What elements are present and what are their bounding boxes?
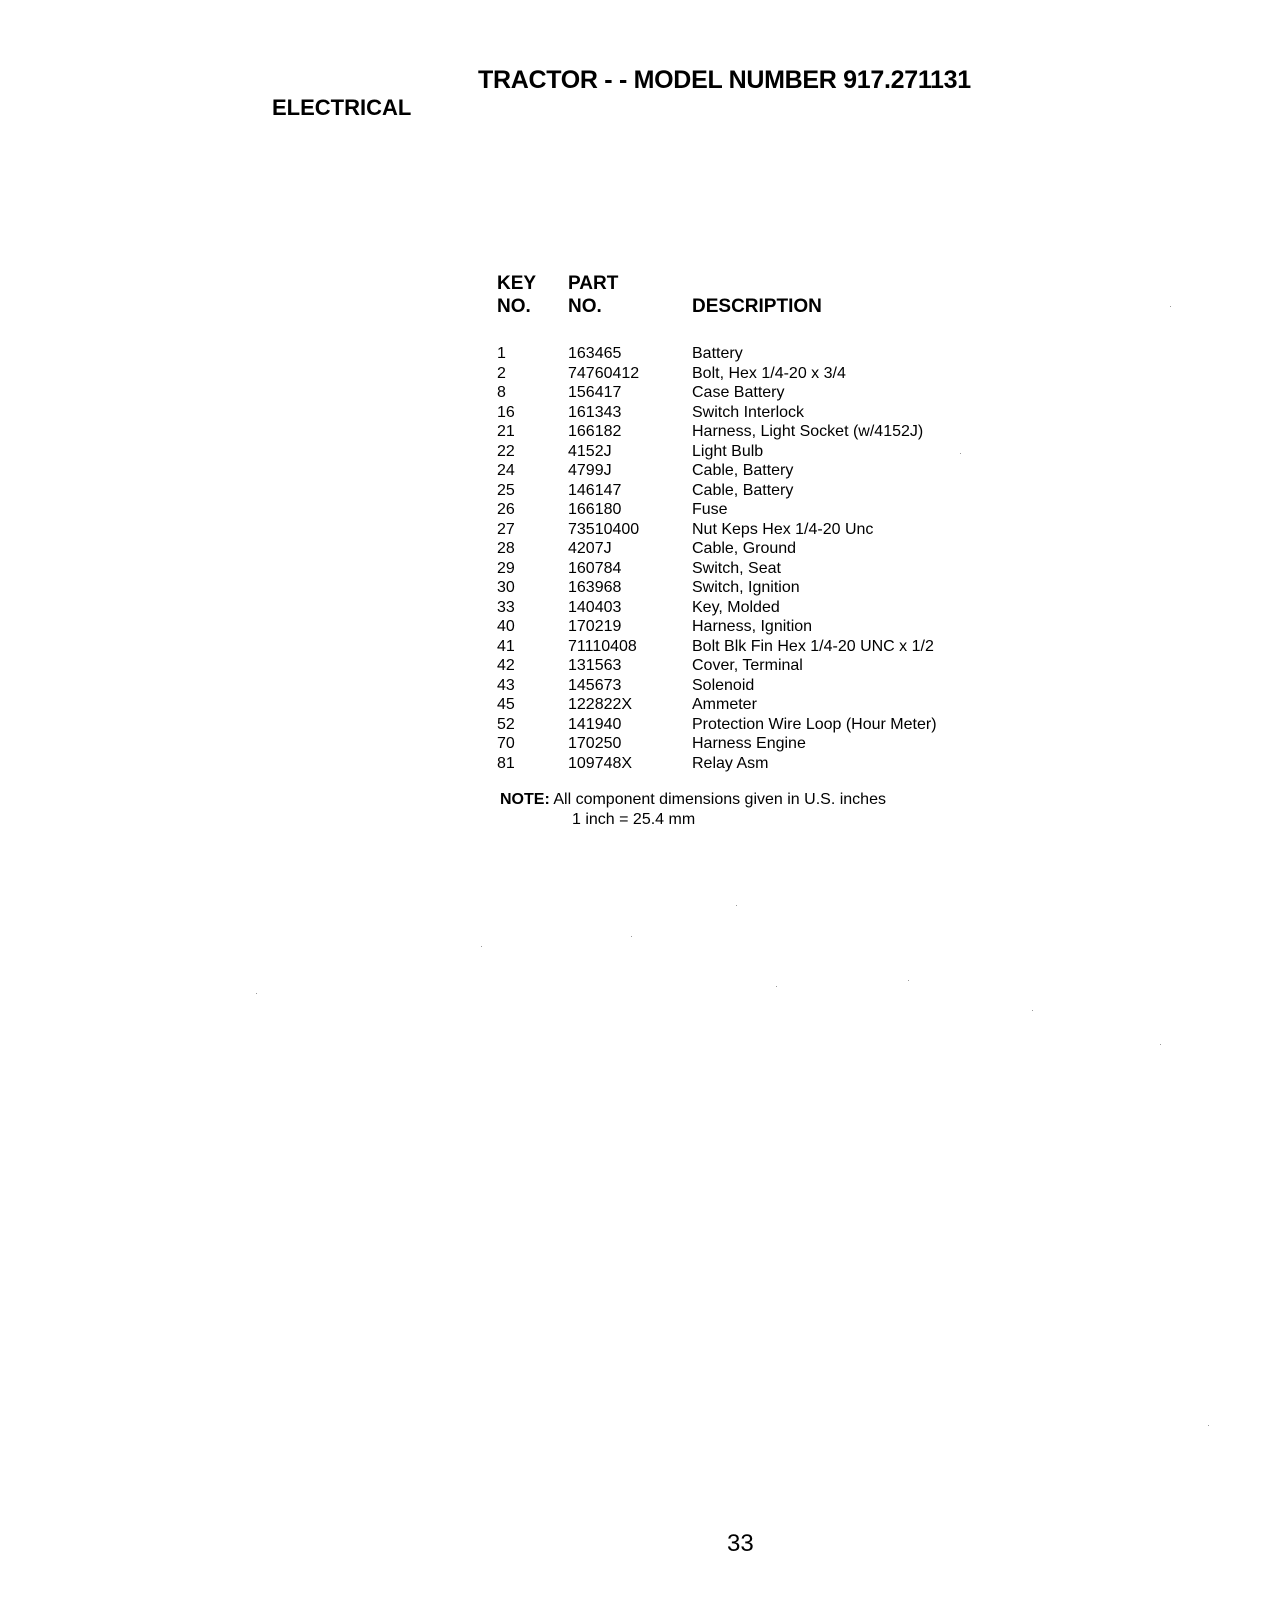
scan-speck xyxy=(960,453,961,454)
table-row xyxy=(497,715,937,735)
part-no-cell: 161343 xyxy=(568,403,622,421)
description-cell: Cable, Battery xyxy=(692,481,794,499)
table-row xyxy=(497,695,937,715)
description-cell: Bolt, Hex 1/4-20 x 3/4 xyxy=(692,364,846,382)
table-row xyxy=(497,656,937,676)
scan-speck xyxy=(256,993,257,994)
key-no-cell: 16 xyxy=(497,403,515,421)
key-no-cell: 43 xyxy=(497,676,515,694)
part-no-cell: 156417 xyxy=(568,384,622,401)
key-no-cell: 81 xyxy=(497,754,515,772)
description-cell: Bolt Blk Fin Hex 1/4-20 UNC x 1/2 xyxy=(692,637,934,655)
scan-speck xyxy=(736,905,737,906)
description-cell: Cover, Terminal xyxy=(692,657,803,674)
part-no-cell: 163968 xyxy=(568,579,622,596)
scan-speck xyxy=(1032,1010,1033,1011)
description-cell: Harness Engine xyxy=(692,735,806,752)
part-no-cell: 71110408 xyxy=(568,637,637,655)
key-no-cell: 27 xyxy=(497,520,515,538)
table-row xyxy=(497,617,937,637)
description-cell: Switch Interlock xyxy=(692,403,805,421)
description-header xyxy=(692,272,937,344)
part-no-cell: 74760412 xyxy=(568,364,640,382)
table-row xyxy=(497,442,937,462)
scan-speck xyxy=(1170,306,1171,307)
table-row xyxy=(497,500,937,520)
key-no-cell: 22 xyxy=(497,442,515,460)
page-title: TRACTOR - - MODEL NUMBER 917.271131 xyxy=(478,66,971,94)
key-no-cell: 24 xyxy=(497,462,515,479)
description-cell: Fuse xyxy=(692,501,728,518)
description-cell: Key, Molded xyxy=(692,598,780,616)
part-no-cell: 145673 xyxy=(568,676,622,694)
parts-table xyxy=(497,272,937,773)
table-row xyxy=(497,539,937,559)
table-row xyxy=(497,754,937,774)
key-no-cell: 28 xyxy=(497,540,515,557)
part-no-cell: 170219 xyxy=(568,618,622,635)
scan-speck xyxy=(1160,1044,1161,1045)
note-line2: 1 inch = 25.4 mm xyxy=(572,811,696,828)
part-no-cell: 73510400 xyxy=(568,520,640,538)
part-no-cell: 166182 xyxy=(568,423,622,440)
parts-table-body xyxy=(497,344,937,773)
scan-speck xyxy=(776,986,777,987)
part-no-cell: 141940 xyxy=(568,715,622,733)
part-no-cell: 4799J xyxy=(568,462,612,479)
table-row xyxy=(497,559,937,579)
table-row xyxy=(497,422,937,442)
key-no-cell: 1 xyxy=(497,345,506,362)
description-cell: Cable, Ground xyxy=(692,540,797,557)
part-no-cell: 131563 xyxy=(568,657,622,674)
description-cell: Relay Asm xyxy=(692,754,769,772)
key-no-cell: 70 xyxy=(497,735,515,752)
key-no-cell: 30 xyxy=(497,579,515,596)
part-header-line1: PART xyxy=(568,273,619,294)
scan-speck xyxy=(1208,1425,1209,1426)
key-no-cell: 45 xyxy=(497,696,515,713)
scan-speck xyxy=(631,936,632,937)
key-header-line1: KEY xyxy=(497,273,537,294)
part-no-cell: 163465 xyxy=(568,345,622,362)
description-cell: Protection Wire Loop (Hour Meter) xyxy=(692,715,937,733)
key-no-cell: 41 xyxy=(497,637,515,655)
scan-speck xyxy=(908,980,909,981)
part-no-cell: 160784 xyxy=(568,559,622,577)
page-number: 33 xyxy=(727,1530,754,1557)
key-no-cell: 8 xyxy=(497,384,506,401)
table-row xyxy=(497,637,937,657)
key-no-cell: 2 xyxy=(497,364,506,382)
description-header-text: DESCRIPTION xyxy=(692,296,822,317)
key-no-cell: 52 xyxy=(497,715,515,733)
key-header-line2: NO. xyxy=(497,296,531,317)
description-cell: Nut Keps Hex 1/4-20 Unc xyxy=(692,520,874,538)
table-row xyxy=(497,461,937,481)
section-title: ELECTRICAL xyxy=(272,95,412,120)
part-header-line2: NO. xyxy=(568,296,602,317)
scan-speck xyxy=(481,946,482,947)
table-row xyxy=(497,383,937,403)
part-no-cell: 140403 xyxy=(568,598,622,616)
key-no-cell: 42 xyxy=(497,657,515,674)
note xyxy=(500,790,886,809)
part-no-cell: 109748X xyxy=(568,754,633,772)
table-row xyxy=(497,598,937,618)
description-cell: Ammeter xyxy=(692,696,757,713)
key-no-header xyxy=(497,272,568,344)
table-row xyxy=(497,734,937,754)
key-no-cell: 33 xyxy=(497,598,515,616)
part-no-cell: 166180 xyxy=(568,501,622,518)
description-cell: Case Battery xyxy=(692,384,785,401)
description-cell: Switch, Seat xyxy=(692,559,781,577)
description-cell: Harness, Light Socket (w/4152J) xyxy=(692,423,924,440)
description-cell: Cable, Battery xyxy=(692,462,794,479)
description-cell: Battery xyxy=(692,345,743,362)
key-no-cell: 25 xyxy=(497,481,515,499)
table-row xyxy=(497,481,937,501)
table-header-row xyxy=(497,272,937,344)
part-no-cell: 170250 xyxy=(568,735,622,752)
key-no-cell: 40 xyxy=(497,618,515,635)
description-cell: Switch, Ignition xyxy=(692,579,800,596)
part-no-cell: 146147 xyxy=(568,481,622,499)
description-cell: Harness, Ignition xyxy=(692,618,813,635)
description-cell: Solenoid xyxy=(692,676,755,694)
table-row xyxy=(497,520,937,540)
table-row xyxy=(497,364,937,384)
key-no-cell: 26 xyxy=(497,501,515,518)
table-row xyxy=(497,676,937,696)
note-line1: All component dimensions given in U.S. inches xyxy=(553,791,886,808)
table-row xyxy=(497,403,937,423)
key-no-cell: 29 xyxy=(497,559,515,577)
key-no-cell: 21 xyxy=(497,423,515,440)
part-no-cell: 4152J xyxy=(568,442,612,460)
table-row xyxy=(497,344,937,364)
part-no-header xyxy=(568,272,692,344)
table-row xyxy=(497,578,937,598)
part-no-cell: 4207J xyxy=(568,540,612,557)
description-cell: Light Bulb xyxy=(692,442,764,460)
part-no-cell: 122822X xyxy=(568,696,633,713)
note-label: NOTE: xyxy=(500,791,550,808)
